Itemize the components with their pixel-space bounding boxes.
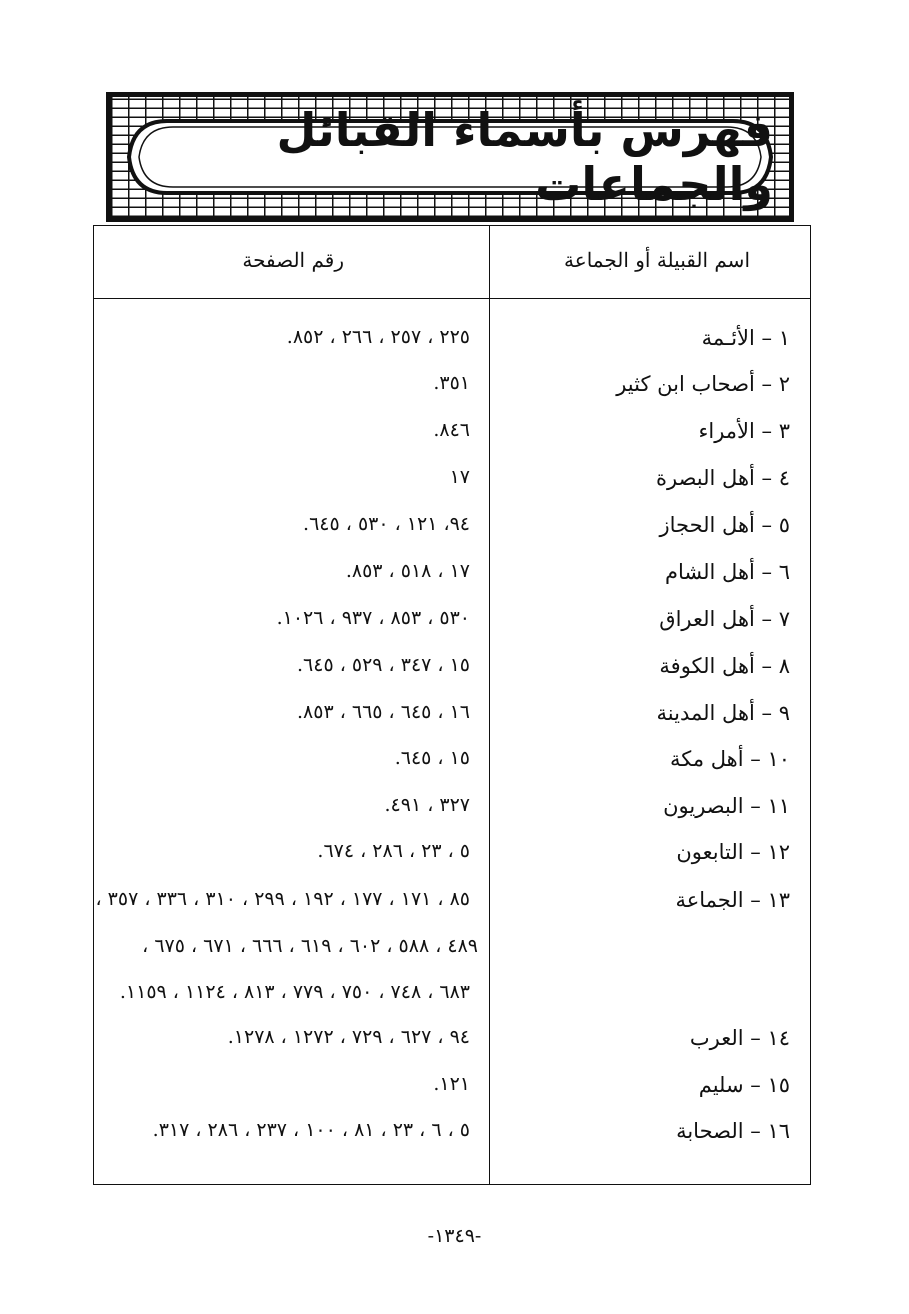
title-cartouche <box>127 103 773 211</box>
page-reference-line: ٩٤، ١٢١ ، ٥٣٠ ، ٦٤٥. <box>303 513 470 535</box>
page-reference-line: ١٥ ، ٦٤٥. <box>394 747 470 769</box>
tribe-name: ٨ – أهل الكوفة <box>659 654 790 678</box>
tribe-name: ٢ – أصحاب ابن كثير <box>616 372 790 396</box>
page-reference-line: ١٧ ، ٥١٨ ، ٨٥٣. <box>345 560 470 582</box>
tribe-name: ٦ – أهل الشام <box>665 560 790 584</box>
tribe-name: ٤ – أهل البصرة <box>656 466 790 490</box>
page-reference-line: ٦٨٣ ، ٧٤٨ ، ٧٥٠ ، ٧٧٩ ، ٨١٣ ، ١١٢٤ ، ١١٥٩. <box>119 981 470 1003</box>
tribe-name: ٧ – أهل العراق <box>659 607 790 631</box>
page-reference-line: ٢٢٥ ، ٢٥٧ ، ٢٦٦ ، ٨٥٢. <box>286 326 470 348</box>
page-reference-line: ١٥ ، ٣٤٧ ، ٥٢٩ ، ٦٤٥. <box>297 654 470 676</box>
tribe-name: ١ – الأئـمة <box>701 326 790 350</box>
tribe-name: ١٣ – الجماعة <box>675 888 790 912</box>
page-reference-line: ٥ ، ٦ ، ٢٣ ، ٨١ ، ١٠٠ ، ٢٣٧ ، ٢٨٦ ، ٣١٧. <box>152 1119 470 1141</box>
page-reference-line: ٣٢٧ ، ٤٩١. <box>384 794 470 816</box>
tribe-name: ١٦ – الصحابة <box>676 1119 790 1143</box>
tribe-name: ١١ – البصريون <box>663 794 790 818</box>
page-title: فهرس بأسماء القبائل والجماعات <box>276 103 773 211</box>
header-divider <box>94 298 810 299</box>
page-reference-line: ٨٤٦. <box>433 419 470 441</box>
page-reference-line: ٨٥ ، ١٧١ ، ١٧٧ ، ١٩٢ ، ٢٩٩ ، ٣١٠ ، ٣٣٦ ، ٣٥٧ ، <box>95 888 470 910</box>
page-reference-line: ١٦ ، ٦٤٥ ، ٦٦٥ ، ٨٥٣. <box>297 701 470 723</box>
page-reference-line: ١٢١. <box>433 1073 470 1095</box>
tribe-name: ٣ – الأمراء <box>698 419 790 443</box>
page-reference-line: ٣٥١. <box>433 372 470 394</box>
column-divider <box>489 226 490 1184</box>
page-number: -١٣٤٩- <box>427 1225 482 1247</box>
tribe-name: ١٥ – سليم <box>698 1073 790 1097</box>
header-pages: رقم الصفحة <box>242 248 344 272</box>
page-reference-line: ٥٣٠ ، ٨٥٣ ، ٩٣٧ ، ١٠٢٦. <box>276 607 470 629</box>
page-reference-line: ١٧ <box>449 466 470 488</box>
tribe-name: ١٤ – العرب <box>689 1026 790 1050</box>
page-reference-line: ٥ ، ٢٣ ، ٢٨٦ ، ٦٧٤. <box>317 840 470 862</box>
tribe-name: ٥ – أهل الحجاز <box>659 513 790 537</box>
page-reference-line: ٩٤ ، ٦٢٧ ، ٧٢٩ ، ١٢٧٢ ، ١٢٧٨. <box>227 1026 470 1048</box>
tribe-name: ١٠ – أهل مكة <box>669 747 790 771</box>
tribe-name: ٩ – أهل المدينة <box>656 701 790 725</box>
tribe-name: ١٢ – التابعون <box>676 840 790 864</box>
header-name: اسم القبيلة أو الجماعة <box>564 248 750 272</box>
page-reference-line: ٤٨٩ ، ٥٨٨ ، ٦٠٢ ، ٦١٩ ، ٦٦٦ ، ٦٧١ ، ٦٧٥ ، <box>142 935 478 957</box>
index-table <box>93 225 811 1185</box>
title-banner <box>106 92 794 222</box>
